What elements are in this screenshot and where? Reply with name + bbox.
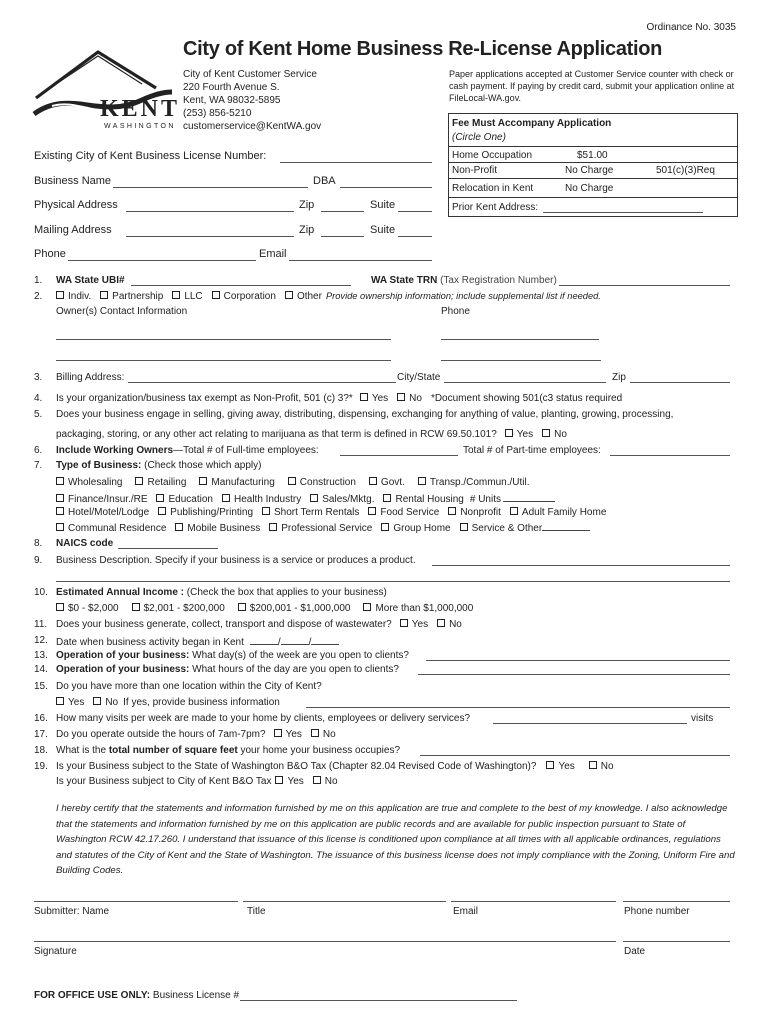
business-description-field-2[interactable] (56, 581, 730, 582)
checkbox[interactable] (132, 603, 140, 611)
annual-income-label: Estimated Annual Income : (56, 587, 184, 598)
fee-row-value: No Charge (565, 183, 614, 194)
checkbox[interactable] (589, 761, 597, 769)
question-number: 1. (34, 275, 43, 286)
visits-field[interactable] (493, 723, 687, 724)
option-label: Partnership (112, 291, 164, 302)
yes-label: Yes (68, 697, 85, 708)
marijuana-question-cont: packaging, storing, or any other act relating to marijuana as that term is defined in RCW 69.50.101? (56, 429, 497, 440)
option-label: $2,001 - $200,000 (143, 603, 225, 614)
owners-contact-label: Owner(s) Contact Information (56, 306, 188, 317)
yes-label: Yes (285, 729, 302, 740)
signature-field[interactable] (34, 941, 616, 942)
checkbox[interactable] (288, 477, 296, 485)
checkbox[interactable] (175, 523, 183, 531)
kent-logo (30, 48, 180, 143)
type-of-business-note: (Check those which apply) (144, 460, 262, 471)
days-open-label: What day(s) of the week are you open to clients? (192, 650, 409, 661)
owner-contact-field[interactable] (56, 360, 391, 361)
visits-question: How many visits per week are made to your home by clients, employees or delivery services? (56, 713, 471, 724)
checkbox[interactable] (505, 429, 513, 437)
existing-license-field[interactable] (280, 162, 432, 163)
start-date-label: Date when business activity began in Kent (56, 637, 244, 648)
payment-info: Paper applications accepted at Customer Service counter with check or cash payment. If paying by credit card, submit your application online at FileLocal-WA.gov. (449, 69, 735, 103)
checkbox[interactable] (368, 507, 376, 515)
nonprofit-note: *Document showing 501(c3 status required (430, 393, 623, 404)
zip-label: Zip (612, 372, 626, 383)
checkbox[interactable] (56, 477, 64, 485)
option-label: Rental Housing (395, 494, 464, 505)
question-number: 17. (34, 729, 48, 740)
option-label: Communal Residence (68, 523, 167, 534)
checkbox[interactable] (238, 603, 246, 611)
zip-label: Zip (299, 199, 315, 211)
checkbox[interactable] (400, 619, 408, 627)
no-label: No (554, 429, 567, 440)
checkbox[interactable] (363, 603, 371, 611)
no-label: No (324, 776, 338, 787)
sqft-question-bold: total number of square feet (108, 745, 238, 756)
question-number: 4. (34, 393, 43, 404)
sqft-question-pre: What is the (56, 745, 109, 756)
checkbox[interactable] (383, 494, 391, 502)
prior-address-field[interactable] (543, 212, 703, 213)
physical-suite-field[interactable] (398, 211, 432, 212)
fee-row-label[interactable]: Relocation in Kent (452, 183, 534, 194)
existing-license-label: Existing City of Kent Business License Number: (34, 150, 267, 162)
fee-row-label[interactable]: Home Occupation (452, 150, 533, 161)
fee-box (448, 113, 738, 217)
yes-label: Yes (558, 761, 575, 772)
checkbox[interactable] (542, 429, 550, 437)
zip-label: Zip (299, 224, 315, 236)
billing-address-field[interactable] (128, 382, 396, 383)
ubi-label: WA State UBI# (56, 275, 125, 286)
title-label: Title (247, 906, 266, 917)
contact-org: City of Kent Customer Service (183, 69, 317, 80)
option-label: Short Term Rentals (274, 507, 360, 518)
checkbox[interactable] (93, 697, 101, 705)
operation-label: Operation of your business: (56, 664, 190, 675)
sqft-field[interactable] (420, 755, 730, 756)
type-of-business-label: Type of Business: (56, 460, 142, 471)
physical-zip-field[interactable] (321, 211, 364, 212)
days-open-field[interactable] (426, 660, 730, 661)
contact-city: Kent, WA 98032-5895 (183, 95, 281, 106)
question-number: 9. (34, 555, 43, 566)
checkbox[interactable] (448, 507, 456, 515)
question-number: 15. (34, 681, 48, 692)
option-label: Mobile Business (187, 523, 261, 534)
checkbox[interactable] (156, 494, 164, 502)
checkbox[interactable] (381, 523, 389, 531)
hours-open-field[interactable] (418, 674, 730, 675)
fulltime-field[interactable] (340, 455, 458, 456)
city-bo-question: Is your Business subject to City of Kent B&O Tax (56, 776, 272, 787)
start-day-field[interactable] (281, 635, 309, 645)
marijuana-question: Does your business engage in selling, giving away, distributing, dispensing, exchanging for anything of value, planting, growing, processing, (56, 409, 674, 420)
owner-phone-field[interactable] (441, 360, 601, 361)
option-label: LLC (184, 291, 203, 302)
prior-address-label: Prior Kent Address: (452, 202, 539, 213)
checkbox[interactable] (56, 523, 64, 531)
option-label: Health Industry (233, 494, 302, 505)
contact-street: 220 Fourth Avenue S. (183, 82, 280, 93)
option-label: More than $1,000,000 (375, 603, 474, 614)
fee-row-value: $51.00 (577, 150, 608, 161)
checkbox[interactable] (262, 507, 270, 515)
contact-email: customerservice@KentWA.gov (183, 121, 322, 132)
logo-subtext: WASHINGTON (104, 123, 176, 130)
checkbox[interactable] (158, 507, 166, 515)
business-type-row (56, 492, 555, 505)
fee-box-title: Fee Must Accompany Application (452, 118, 612, 129)
option-label: Food Service (380, 507, 440, 518)
trn-field[interactable] (559, 285, 730, 286)
checkbox[interactable] (56, 494, 64, 502)
other-locations-field[interactable] (306, 707, 730, 708)
parttime-field[interactable] (610, 455, 730, 456)
business-type-row (56, 477, 538, 488)
income-options (56, 603, 482, 614)
option-label: Transp./Commun./Util. (429, 477, 530, 488)
checkbox[interactable] (274, 729, 282, 737)
checkbox[interactable] (397, 393, 405, 401)
phone-number-label: Phone number (624, 906, 690, 917)
state-bo-question: Is your Business subject to the State of Washington B&O Tax (Chapter 82.04 Revised Code of Washington)? (56, 761, 537, 772)
fulltime-label: —Total # of Full-time employees: (173, 445, 319, 456)
wastewater-question: Does your business generate, collect, transport and dispose of wastewater? (56, 619, 392, 630)
multiple-locations-question: Do you have more than one location within the City of Kent? (56, 681, 322, 692)
checkbox[interactable] (269, 523, 277, 531)
checkbox[interactable] (135, 477, 143, 485)
phone-label: Phone (34, 248, 66, 260)
ownership-note: Provide ownership information; include supplemental list if needed. (325, 291, 601, 301)
no-label: No (449, 619, 462, 630)
option-label: Construction (299, 477, 356, 488)
date-field[interactable] (623, 941, 730, 942)
naics-label: NAICS code (56, 538, 114, 549)
office-use-label: FOR OFFICE USE ONLY: (34, 990, 151, 1001)
checkbox[interactable] (437, 619, 445, 627)
business-description-field[interactable] (432, 565, 730, 566)
no-label: No (600, 761, 614, 772)
submitter-name-field[interactable] (34, 901, 238, 902)
business-name-field[interactable] (113, 187, 308, 188)
mailing-address-field[interactable] (126, 236, 294, 237)
checkbox[interactable] (369, 477, 377, 485)
yes-label: Yes (371, 393, 389, 404)
mailing-suite-field[interactable] (398, 236, 432, 237)
option-label: Other (296, 291, 322, 302)
no-label: No (322, 729, 336, 740)
question-number: 7. (34, 460, 43, 471)
trn-note: (Tax Registration Number) (440, 275, 557, 286)
email-sign-label: Email (453, 906, 479, 917)
checkbox[interactable] (56, 507, 64, 515)
question-number: 2. (34, 291, 43, 302)
after-hours-question: Do you operate outside the hours of 7am-7pm? (56, 729, 266, 740)
checkbox[interactable] (172, 291, 180, 299)
option-label: Adult Family Home (521, 507, 607, 518)
naics-field[interactable] (118, 548, 218, 549)
physical-address-label: Physical Address (34, 199, 118, 211)
dba-field[interactable] (340, 187, 432, 188)
option-label: Indiv. (68, 291, 92, 302)
checkbox[interactable] (313, 776, 321, 784)
owners-phone-label: Phone (441, 306, 470, 317)
license-number-label: Business License # (152, 990, 240, 1001)
option-label: Education (168, 494, 213, 505)
checkbox[interactable] (100, 291, 108, 299)
ordinance-number: Ordinance No. 3035 (646, 22, 736, 33)
billing-address-label: Billing Address: (56, 372, 125, 383)
checkbox[interactable] (56, 603, 64, 611)
certification-text: I hereby certify that the statements and information furnished by me on this application are true and complete to the best of my knowledge. I also acknowledge that the statements and information furnished by me on this application are public records and are available for public inspection pursuant to State of Washington RCW 42.17.260. I understand that issuance of this license is conditioned upon compliance at all times with all applicable ordinances, regulations and statutes of the City of Kent and the State of Washington. The issuance of this business license does not imply compliance with the Zoning, Uniform Fire and Building Codes. (56, 803, 735, 876)
business-description-label: Business Description. Specify if your business is a service or produces a product. (56, 555, 416, 566)
checkbox[interactable] (311, 729, 319, 737)
title-field[interactable] (243, 901, 446, 902)
email-field[interactable] (289, 260, 432, 261)
checkbox[interactable] (510, 507, 518, 515)
billing-zip-field[interactable] (630, 382, 730, 383)
checkbox[interactable] (418, 477, 426, 485)
question-number: 8. (34, 538, 43, 549)
option-label: Retailing (147, 477, 187, 488)
checkbox[interactable] (275, 776, 283, 784)
mailing-zip-field[interactable] (321, 236, 364, 237)
fee-row-label[interactable]: Non-Profit (452, 165, 498, 176)
option-label: Corporation (223, 291, 276, 302)
date-label: Date (624, 946, 646, 957)
no-label: No (409, 393, 422, 404)
checkbox[interactable] (212, 291, 220, 299)
no-label: No (105, 697, 119, 708)
question-number: 5. (34, 409, 43, 420)
fee-box-subtitle: (Circle One) (452, 132, 506, 143)
option-label: $0 - $2,000 (68, 603, 119, 614)
ubi-field[interactable] (131, 285, 351, 286)
working-owners-label: Include Working Owners (56, 445, 174, 456)
option-label: Wholesaling (68, 477, 123, 488)
option-label: Group Home (393, 523, 451, 534)
option-label: Sales/Mktg. (322, 494, 375, 505)
question-number: 13. (34, 650, 48, 661)
yes-label: Yes (411, 619, 429, 630)
checkbox[interactable] (56, 697, 64, 705)
license-number-field[interactable] (240, 1000, 517, 1001)
email-label: Email (259, 248, 287, 260)
annual-income-note: (Check the box that applies to your business) (186, 587, 387, 598)
units-label: # Units (469, 494, 501, 505)
question-number: 12. (34, 635, 48, 646)
mailing-address-label: Mailing Address (34, 224, 112, 236)
checkbox[interactable] (546, 761, 554, 769)
logo-text: KENT (100, 96, 181, 122)
question-number: 19. (34, 761, 48, 772)
checkbox[interactable] (460, 523, 468, 531)
billing-citystate-field[interactable] (444, 382, 606, 383)
contact-phone: (253) 856-5210 (183, 108, 252, 119)
business-type-row (56, 507, 615, 518)
option-label: Nonprofit (460, 507, 501, 518)
dba-label: DBA (313, 175, 336, 187)
question-number: 10. (34, 587, 48, 598)
parttime-label: Total # of Part-time employees: (463, 445, 601, 456)
hours-open-label: What hours of the day are you open to clients? (192, 664, 399, 675)
trn-label: WA State TRN (371, 275, 438, 286)
fee-row-extra: 501(c)(3)Req (656, 165, 715, 176)
phone-number-field[interactable] (623, 901, 730, 902)
ownership-options (56, 291, 601, 302)
option-label: Govt. (380, 477, 405, 488)
suite-label: Suite (370, 199, 396, 211)
question-number: 18. (34, 745, 48, 756)
checkbox[interactable] (310, 494, 318, 502)
question-number: 11. (34, 619, 48, 630)
service-other-field[interactable] (542, 521, 590, 531)
option-label: Professional Service (281, 523, 373, 534)
suite-label: Suite (370, 224, 396, 236)
option-label: Hotel/Motel/Lodge (68, 507, 150, 518)
operation-label: Operation of your business: (56, 650, 190, 661)
owner-phone-field[interactable] (441, 339, 599, 340)
owner-contact-field[interactable] (56, 339, 391, 340)
physical-address-field[interactable] (126, 211, 294, 212)
page-title: City of Kent Home Business Re-License Application (183, 38, 663, 60)
question-number: 6. (34, 445, 43, 456)
option-label: Manufacturing (211, 477, 275, 488)
start-year-field[interactable] (311, 635, 339, 645)
other-locations-label: If yes, provide business information (123, 697, 280, 708)
phone-field[interactable] (68, 260, 256, 261)
checkbox[interactable] (56, 291, 64, 299)
sqft-question-post: your home your business occupies? (237, 745, 401, 756)
option-label: $200,001 - $1,000,000 (249, 603, 351, 614)
checkbox[interactable] (285, 291, 293, 299)
yes-label: Yes (287, 776, 304, 787)
nonprofit-question: Is your organization/business tax exempt as Non-Profit, 501 (c) 3?* (56, 393, 353, 404)
business-name-label: Business Name (34, 175, 112, 187)
yes-label: Yes (516, 429, 534, 440)
fee-row-value: No Charge (565, 165, 614, 176)
option-label: Publishing/Printing (170, 507, 253, 518)
question-number: 3. (34, 372, 43, 383)
citystate-label: City/State (397, 372, 441, 383)
question-number: 14. (34, 664, 48, 675)
start-month-field[interactable] (250, 635, 278, 645)
option-label: Finance/Insur./RE (68, 494, 148, 505)
business-type-row (56, 521, 590, 534)
checkbox[interactable] (360, 393, 368, 401)
checkbox[interactable] (199, 477, 207, 485)
signature-label: Signature (34, 946, 77, 957)
email-sign-field[interactable] (451, 901, 616, 902)
units-field[interactable] (503, 492, 555, 502)
submitter-name-label: Submitter: Name (34, 906, 110, 917)
option-label: Service & Other (471, 523, 543, 534)
question-number: 16. (34, 713, 48, 724)
checkbox[interactable] (222, 494, 230, 502)
visits-suffix: visits (691, 713, 714, 724)
